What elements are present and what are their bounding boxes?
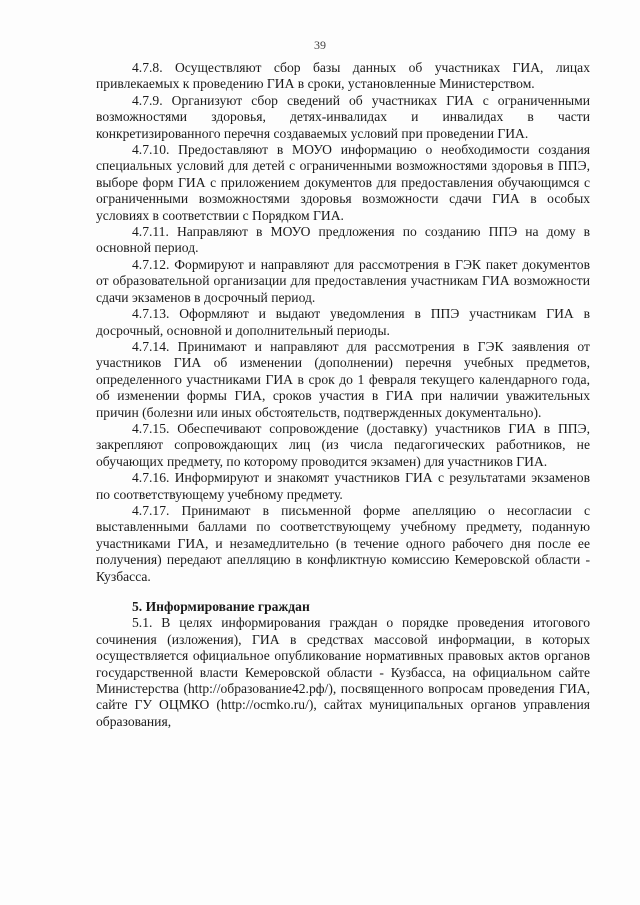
paragraph-4-7-13: 4.7.13. Оформляют и выдают уведомления в ППЭ участникам ГИА в досрочный, основной и дополнительный периоды. [96, 306, 590, 338]
paragraph-4-7-15: 4.7.15. Обеспечивают сопровождение (доставку) участников ГИА в ППЭ, закрепляют сопровождающих лиц (из числа педагогических работников, не обучающих предмету, по которому проводится экзамен) для участников ГИА. [96, 420, 590, 469]
paragraph-4-7-11: 4.7.11. Направляют в МОУО предложения по созданию ППЭ на дому в основной период. [96, 224, 590, 256]
document-body [96, 60, 590, 730]
paragraph-4-7-10: 4.7.10. Предоставляют в МОУО информацию о необходимости создания специальных условий для детей с ограниченными возможностями здоровья в ППЭ, выборе форм ГИА с приложением документов для предоставления обучающимся с ограниченными возможностями здоровья возможности сдачи ГИА в особых условиях в соответствии с Порядком ГИА. [96, 142, 590, 223]
page-number: 39 [314, 38, 326, 52]
paragraph-4-7-9: 4.7.9. Организуют сбор сведений об участниках ГИА с ограниченными возможностями здоровья, детях-инвалидах и инвалидах в части конкретизированного перечня создаваемых условий при проведении ГИА. [96, 92, 590, 141]
paragraph-4-7-12: 4.7.12. Формируют и направляют для рассмотрения в ГЭК пакет документов от образовательной организации для предоставления участникам ГИА возможности сдачи экзаменов в досрочный период. [96, 256, 590, 305]
paragraph-4-7-14: 4.7.14. Принимают и направляют для рассмотрения в ГЭК заявления от участников ГИА об изменении (дополнении) перечня учебных предметов, определенного участниками ГИА в срок до 1 февраля текущего календарного года, об изменении формы ГИА, сроков участия в ГИА при наличии уважительных причин (болезни или иных обстоятельств, подтвержденных документально). [96, 338, 590, 420]
paragraph-4-7-17: 4.7.17. Принимают в письменной форме апелляцию о несогласии с выставленными баллами по соответствующему учебному предмету, поданную участниками ГИА, и незамедлительно (в течение одного рабочего дня после ее получения) передают апелляцию в конфликтную комиссию Кемеровской области - Кузбасса. [96, 502, 590, 584]
paragraph-4-7-16: 4.7.16. Информируют и знакомят участников ГИА с результатами экзаменов по соответствующему учебному предмету. [96, 470, 590, 502]
section-heading: 5. Информирование граждан [132, 599, 310, 614]
paragraph-5-1: 5.1. В целях информирования граждан о порядке проведения итогового сочинения (изложения), ГИА в средствах массовой информации, в которых осуществляется официальное опубликование нормативных правовых актов органов государственной власти Кемеровской области - Кузбасса, на официальном сайте Министерства (http://образование42.рф/), посвященного вопросам проведения ГИА, сайте ГУ ОЦМКО (http://ocmko.ru/), сайтах муниципальных органов управления образования, [96, 615, 590, 729]
paragraph-4-7-8: 4.7.8. Осуществляют сбор базы данных об участниках ГИА, лицах привлекаемых к проведению ГИА в сроки, установленные Министерством. [96, 60, 590, 92]
